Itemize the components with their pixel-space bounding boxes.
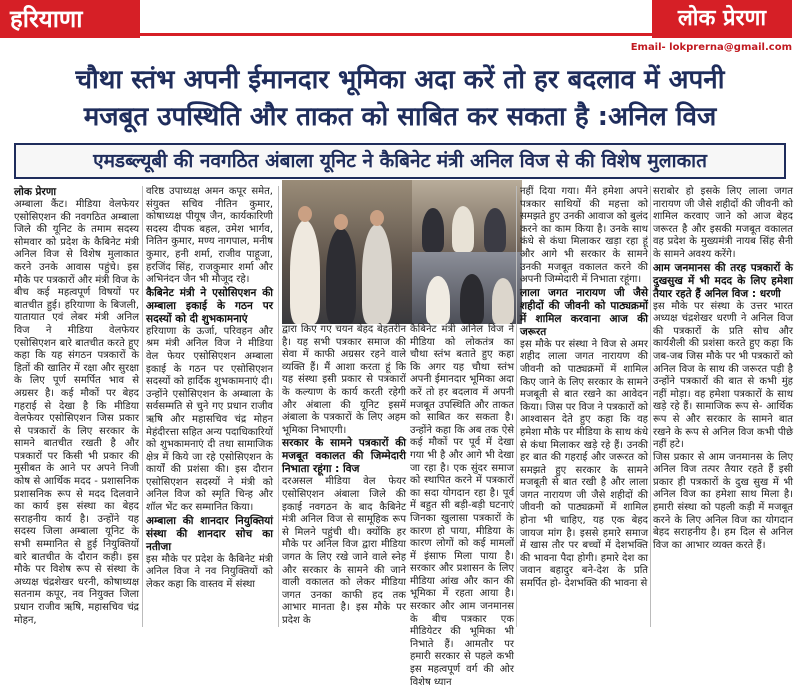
photo-panel-top-right [412,180,522,252]
article-paragraph: वरिष्ठ उपाध्यक्ष अमन कपूर समेत, संयुक्त सचिव नीतिन कुमार, कोषाध्यक्ष पीयूष जैन, कार्यकारिणी सदस्य दीपक बहल, उमेश भार्गव, नितिन कुमार, मण्य नागपाल, मनीष कुमार, हनी शर्मा, राजीव पाहूजा, हरजिंद सिंह, राजकुमार शर्मा और अभिनंदन जैन भी मौजूद रहे। [146,186,273,286]
person-figure [460,274,484,324]
column-divider [278,186,279,627]
article-column-3 [282,324,406,627]
article-column-5 [520,186,648,627]
person-head [370,210,384,226]
article-paragraph: अम्बाला कैंट। मीडिया वेलफेयर एसोसिएशन की नवगठित अम्बाला जिले की यूनिट के तमाम सदस्य सोमवार को प्रदेश के कैबिनेट मंत्री अनिल विज से विशेष मुलाकात करने उनके आवास पहुंचे। इस मौके पर पत्रकारों और मंत्री विज के बीच कई महत्वपूर्ण विषयों पर बातचीत हुई। हरियाणा के बिजली, यातायात एवं लेबर मंत्री अनिल विज ने मीडिया वेलफेयर एसोसिएशन बारे बातचीत करते हुए कहा कि यह संगठन पत्रकारों के हितों की खातिर में रक्षा और सुरक्षा के लिए पूर्ण समर्पित भाव से अग्रसर है। कई मौकों पर बेहद गहराई से देखा है कि मीडिया वेलफेयर एसोसिएशन जिस प्रकार से पत्रकारों के लिए सरकार के सामने बातचीत रखती है और पत्रकारों पर किसी भी प्रकार की मुसीबत के आने पर अपने निजी कोष से आर्थिक मदद - प्रशासनिक प्रशासनिक रूप से मदद दिलवाने का कार्य इस संस्था का बेहद सराहनीय कार्य है। उन्होंने यह सदस्य जिला अम्बाला यूनिट के सभी सम्मानित से हुई नियुक्तियों बारे बातचीत के दौरान कही। इस मौके पर विशेष रूप से संस्था के अध्यक्ष चंद्रशेखर धरनी, कोषाध्यक्ष सतनाम कपूर, नव नियुक्त जिला प्रधान राजीव ऋषि, महासचिव चंद्र मोहन, [14,199,139,626]
section-heading: कैबिनेट मंत्री ने एसोसिएशन की अम्बाला इकाई के गठन पर सदस्यों को दी शुभकामनाएं [146,286,273,325]
section-heading: सरकार के सामने पत्रकारों की मजबूत वकालत की जिम्मेदारी निभाता रहूंगा : विज [282,437,406,476]
headline [0,62,800,136]
person-figure [290,220,320,324]
photo-panel-left [282,180,412,324]
subheadline: एमडब्ल्यूबी की नवगठित अंबाला यूनिट ने कैबिनेट मंत्री अनिल विज से की विशेष मुलाकात [14,143,786,179]
person-head [334,214,348,230]
photo-panel-bottom-right [412,252,522,324]
article-column-4 [410,324,514,688]
headline-line-1: चौथा स्तंभ अपनी ईमानदार भूमिका अदा करें तो हर बदलाव में अपनी [75,65,725,95]
article-paragraph: हरियाणा के ऊर्जा, परिवहन और श्रम मंत्री अनिल विज ने मीडिया वेल फेयर एसोसिएशन अम्बाला इकाई के गठन पर एसोसिएशन सदस्यों को हार्दिक शुभकामनाएं दी। उन्होंने एसोसिएशन के अम्बाला के सर्वसम्मति से चुने गए प्रधान राजीव ऋषि और महासचिव चंद्र मोहन मेहंदीरत्ता सहित अन्य पदाधिकारियों को शुभकामनाएं दी तथा सामाजिक क्षेत्र में किये जा रहे एसोसिएशन के कार्यों की प्रशंसा की। इस दौरान एसोसिएशन सदस्यों ने मंत्री को अनिल विज को स्मृति चिन्ह और शॉल भेंट कर सम्मानित किया। [146,325,273,514]
article-paragraph: नहीं दिया गया। मैंने हमेशा अपने पत्रकार साथियों की महत्ता को समझते हुए उनकी आवाज को बुलंद करने का काम किया है। उनके साथ कंधे से कंधा मिलाकर खड़ा रहा हूं और आगे भी सरकार के सामने उनकी मजबूत वकालत करने की अपनी जिम्मेदारी में निभाता रहूंगा। [520,186,648,286]
article-paragraph: इस मौके पर संस्था ने विज से अमर शहीद लाला जगत नारायण की जीवनी को पाठ्यक्रमों में शामिल किए जाने के लिए सरकार के सामने मजबूती से बात रखने का आवेदन किया। जिस पर विज ने पत्रकारों को आश्वासन देते हुए कहा कि वह हमेशा मौके पर मीडिया के साथ कंधे से कंधा मिलाकर खड़े रहे हैं। उनकी हर बात की गहराई और जरूरत को समझते हुए सरकार के सामने मजबूती से बात रखी है और लाला जगत नारायण जी जैसे शहीदों की जीवनी को पाठ्यक्रमों में शामिल होना भी चाहिए, यह एक बेहद जायज मांग है। इससे हमारे समाज में खास तौर पर बच्चों में देशभक्ति की भावना पैदा होगी। हमारे देश का जवान बहादुर बने-देश के प्रति समर्पित हो- देशभक्ति की भावना से [520,338,648,590]
section-heading: अम्बाला की शानदार नियुक्तियां संस्था की शानदार सोच का नतीजा [146,514,273,553]
column-divider [142,186,143,627]
article-paragraph: जिस प्रकार से आम जनमानस के लिए अनिल विज तत्पर तैयार रहते हैं इसी प्रकार ही पत्रकारों के दुख सुख में भी अनिल विज का हमेशा साथ मिला है। हमारी संस्था को पहली कड़ी में मजबूत करने के लिए अनिल विज का योगदान बेहद सराहनीय है। हम दिल से अनिल विज का आभार व्यक्त करते हैं। [653,451,793,551]
byline: लोक प्रेरणा [14,186,57,198]
person-figure [362,224,392,324]
person-figure [484,208,506,252]
person-figure [492,278,514,324]
article-paragraph: दरअसल मीडिया वेल फेयर एसोसिएशन अंबाला जिले की इकाई नवगठन के बाद कैबिनेट मंत्री अनिल विज से सामूहिक रूप से मिलने पहुंची थी। क्योंकि हर मौके पर अनिल विज द्वारा मीडिया जगत के लिए रखे जाने वाले स्नेह और सरकार के सामने की जाने वाली वकालत को लेकर मीडिया जगत उनका काफी हद तक आभार मानता है। इस मौके पर प्रदेश के [282,476,406,626]
article-column-6 [653,186,793,627]
person-figure [426,276,450,324]
section-heading: आम जनमानस की तरह पत्रकारों के दुखसुख में भी मदद के लिए हमेशा तैयार रहते हैं अनिल विज : धरणी [653,261,793,300]
brand-email: Email- lokprerna@gmail.com [630,42,792,53]
headline-line-2: मजबूत उपस्थिति और ताकत को साबित कर सकता है :अनिल विज [83,102,717,132]
brand-logo: लोक प्रेरणा [652,0,792,38]
person-figure [326,228,356,324]
section-tag: हरियाणा [0,0,140,38]
top-rule [140,33,660,36]
article-paragraph: कैबिनेट मंत्री अनिल विज ने मीडिया को लोकतंत्र का चौथा स्तंभ बताते हुए कहा कि अगर यह चौथा स्तंभ अपनी ईमानदार भूमिका अदा करें तो हर बदलाव में अपनी मजबूत उपस्थिति और ताकत को साबित कर सकता है। उन्होंने कहा कि अब तक ऐसे कई मौकों पर पूर्व में देखा गया भी है और आगे भी देखा जा रहा है। एक सुंदर समाज को स्थापित करने में पत्रकारों का सदा योगदान रहा है। पूर्व में बहुत सी बड़ी-बड़ी घटनाएं जिनका खुलासा पत्रकारों के कारण हो पाया, मीडिया के कारण लोगों को कई मामलों में इंसाफ मिला पाया है। सरकार और प्रशासन के लिए मीडिया आंख और कान की भूमिका में रहता आया है। सरकार और आम जनमानस के बीच पत्रकार एक मीडियेटर की भूमिका भी निभाते हैं। आमतौर पर हमारी सरकार से पहले कभी इस महत्वपूर्ण वर्ग की ओर विशेष ध्यान [410,324,514,688]
article-paragraph: सराबोर हो इसके लिए लाला जगत नारायण जी जैसे शहीदों की जीवनी को शामिल करवाए जाने को आज बेहद जरूरत है और इसकी मजबूत वकालत वह प्रदेश के मुख्यमंत्री नायब सिंह सैनी के सामने अवश्य करेंगे। [653,186,793,260]
person-figure [422,208,444,252]
person-figure [452,206,474,252]
column-divider [650,186,651,627]
article-paragraph: द्वारा किए गए चयन बेहद बेहतरीन है। यह सभी पत्रकार समाज की सेवा में काफी अग्रसर रहने वाले व्यक्ति हैं। मैं आशा करता हूं कि यह संस्था इसी प्रकार से पत्रकारों के कल्याण के कार्य करती रहेगी और अंबाला की यूनिट इसमें अंबाला के पत्रकारों के लिए अहम भूमिका निभाएगी। [282,324,406,436]
article-column-2 [146,186,273,627]
section-heading: लाला जगत नारायण जी जैसे शहीदों की जीवनी को पाठ्यक्रमों में शामिल करवाना आज की जरूरत [520,286,648,338]
article-paragraph: इस मौके पर प्रदेश के कैबिनेट मंत्री अनिल विज ने नव नियुक्तियों को लेकर कहा कि वास्तव में संस्था [146,553,273,590]
article-column-1 [14,186,139,627]
news-photo [282,180,522,324]
person-head [298,206,312,222]
column-divider [516,186,517,627]
article-paragraph: इस मौके पर संस्था के उत्तर भारत अध्यक्ष चंद्रशेखर धरणी ने अनिल विज की पत्रकारों के प्रति सोच और कार्यशैली की प्रशंसा करते हुए कहा कि जब-जब जिस मौके पर भी पत्रकारों को अनिल विज के साथ की जरूरत पड़ी है उन्होंने पत्रकारों की बात से कभी मुंह नहीं मोड़ा। वह हमेशा पत्रकारों के साथ खड़े रहे हैं। सामाजिक रूप से- आर्थिक रूप से और सरकार के सामने बात रखने के रूप से अनिल विज कभी पीछे नहीं हटे। [653,300,793,451]
